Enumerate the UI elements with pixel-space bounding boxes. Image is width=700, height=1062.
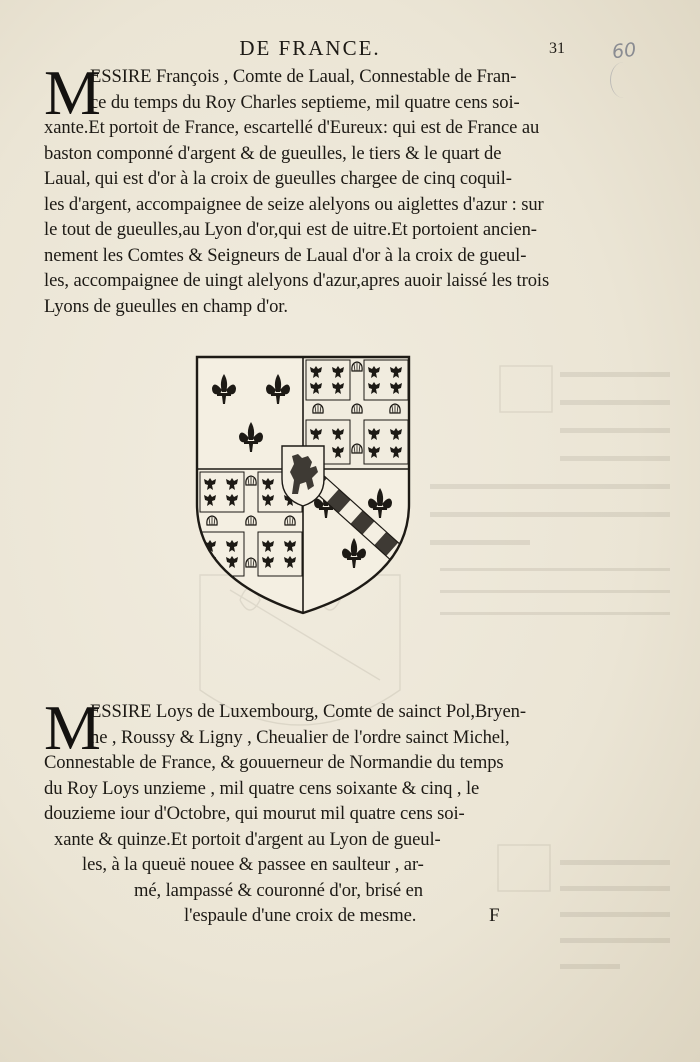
text-line: ESSIRE Loys de Luxembourg, Comte de sainct Pol,Bryen- xyxy=(90,701,526,722)
text-line: Lyons de gueulles en champ d'or. xyxy=(44,295,288,317)
text-line: les, accompaignee de uingt alelyons d'azur,apres auoir laissé les trois xyxy=(44,270,550,291)
text-line: nement les Comtes & Seigneurs de Laual d'or à la croix de gueul- xyxy=(44,244,527,266)
text-line: ce du temps du Roy Charles septieme, mil quatre cens soi- xyxy=(90,91,520,113)
page-number: 31 xyxy=(549,40,565,57)
text-line: du Roy Loys unzieme , mil quatre cens soixante & cinq , le xyxy=(44,777,480,799)
pencil-annotation: 60 xyxy=(610,38,638,64)
text-line: mé, lampassé & couronné d'or, brisé en xyxy=(134,879,423,901)
text-line: les d'argent, accompaignee de seize alelyons ou aiglettes d'azur : sur xyxy=(44,193,544,215)
text-line: baston componné d'argent & de gueulles, le tiers & le quart de xyxy=(44,142,502,164)
text-line: xante.Et portoit de France, escartellé d'Eureux: qui est de France au xyxy=(44,117,540,138)
entry-luxembourg xyxy=(44,692,574,929)
text-line: ne , Roussy & Ligny , Cheualier de l'ordre sainct Michel, xyxy=(90,726,510,748)
drop-cap: M xyxy=(44,692,101,763)
text-line: Laual, qui est d'or à la croix de gueulles chargee de cinq coquil- xyxy=(44,168,512,189)
entry-laval xyxy=(44,57,574,319)
pencil-mark xyxy=(610,62,637,98)
catchword: F xyxy=(489,905,500,926)
drop-cap: M xyxy=(44,57,101,128)
text-line: xante & quinze.Et portoit d'argent au Lyon de gueul- xyxy=(54,828,441,850)
heraldic-shield-icon xyxy=(194,354,412,616)
text-line: Connestable de France, & gouuerneur de Normandie du temps xyxy=(44,752,504,773)
page-header xyxy=(0,36,700,62)
text-line: ESSIRE François , Comte de Laual, Connestable de Fran- xyxy=(90,66,517,87)
text-line: douzieme iour d'Octobre, qui mourut mil quatre cens soi- xyxy=(44,803,465,824)
running-title: DE FRANCE. xyxy=(239,36,381,60)
text-line: les, à la queuë nouee & passee en saulteur , ar- xyxy=(82,854,424,875)
coat-of-arms xyxy=(194,354,412,616)
text-line: l'espaule d'une croix de mesme. xyxy=(184,905,417,926)
text-line: le tout de gueulles,au Lyon d'or,qui est de uitre.Et portoient ancien- xyxy=(44,219,537,240)
